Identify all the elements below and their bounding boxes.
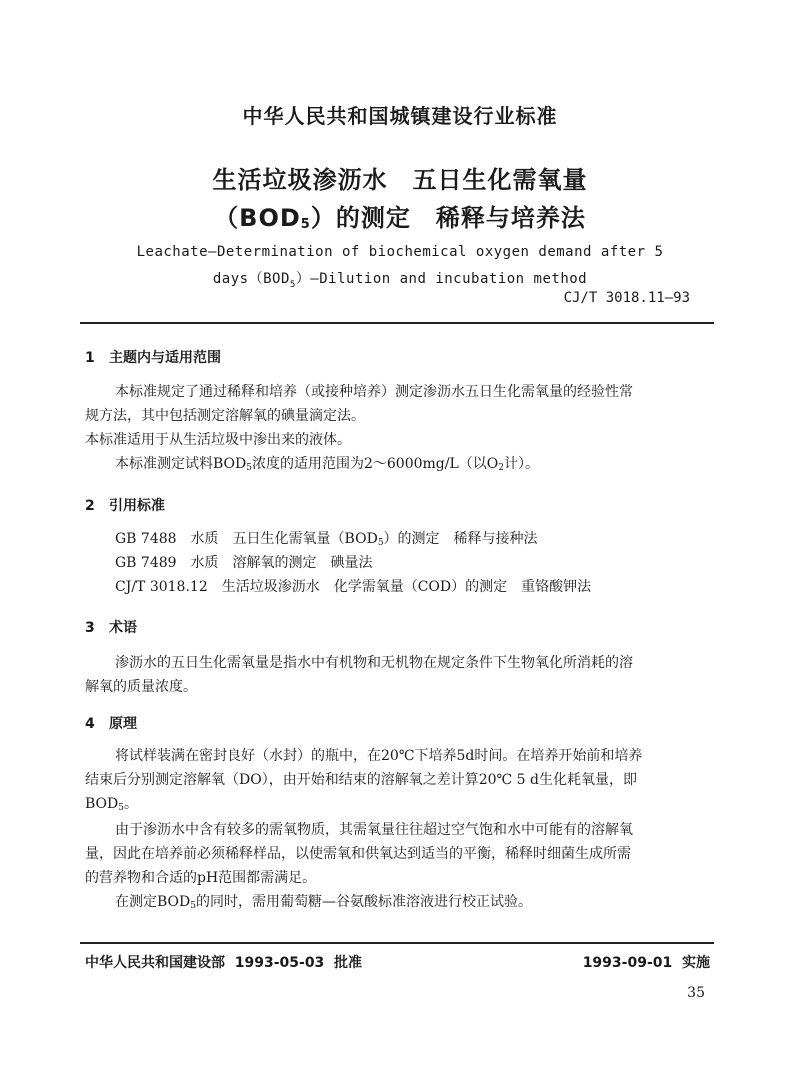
issuing-body: 中华人民共和国城镇建设行业标准 [242,104,558,128]
section-4-para1-line3: $BOD_5$。 [85,796,138,813]
reference-gb7488: GB 7488 水质 五日生化需氧量$(BOD_5)$的测定 稀释与接种法 [115,531,538,548]
section-3-para-line2: 解氧的质量浓度。 [85,679,197,695]
section-4-para2-line2: 量，因此在培养前必须稀释样品，以使需氧和供氧达到适当的平衡，稀释时细菌生成所需 [85,846,631,862]
section-1-para1-line1: 本标准规定了通过稀释和培养（或接种培养）测定渗沥水五日生化需氧量的经验性常 [115,384,633,400]
section-2-heading: 2 引用标准 [85,498,165,514]
title-cn-line2: $(BOD_5)$的测定 稀释与培养法 [214,204,586,232]
section-4-para1-line1: 将试样装满在密封良好（水封）的瓶中，在20℃下培养5d时间。在培养开始前和培养 [115,748,643,764]
section-3-para-line1: 渗沥水的五日生化需氧量是指水中有机物和无机物在规定条件下生物氧化所消耗的溶 [115,655,633,671]
reference-gb7489: GB 7489 水质 溶解氧的测定 碘量法 [115,555,373,571]
title-en-line1: Leachate—Determination of biochemical oxygen demand after 5 [136,244,664,260]
header-divider [80,322,714,324]
section-4-para2-line1: 由于渗沥水中含有较多的需氧物质，其需氧量往往超过空气饱和水中可能有的溶解氧 [115,822,633,838]
implementation-date: 1993-09-01 实施 [582,955,710,971]
section-4-para2-line3: 的营养物和合适的pH范围都需满足。 [85,870,317,886]
section-3-heading: 3 术语 [85,620,137,636]
approval-info: 中华人民共和国建设部 1993-05-03 批准 [85,955,363,971]
section-1-para3: 本标准测定试料$BOD_5$浓度的适用范围为2～6000mg/L（以$O_2$计）。 [115,456,539,473]
footer-divider [80,942,714,944]
reference-cjt3018-12: CJ/T 3018.12 生活垃圾渗沥水 化学需氧量（COD）的测定 重铬酸钾法 [115,579,592,595]
section-1-para1-line2: 规方法，其中包括测定溶解氧的碘量滴定法。 [85,408,365,424]
section-1-para2: 本标准适用于从生活垃圾中渗出来的液体。 [85,432,351,448]
section-1-heading: 1 主题内与适用范围 [85,350,221,366]
title-en-line2: $days(BOD_5)—Dilution$ and incubation method [212,271,588,290]
page-number: 35 [687,985,705,1001]
section-4-para3: 在测定$BOD_5$的同时，需用葡萄糖—谷氨酸标准溶液进行校正试验。 [115,894,532,911]
section-4-para1-line2: 结束后分别测定溶解氧（DO），由开始和结束的溶解氧之差计算20℃ 5 d生化耗氧量，即 [85,772,637,788]
section-4-heading: 4 原理 [85,716,137,732]
title-cn-line1: 生活垃圾渗沥水 五日生化需氧量 [212,166,588,194]
standard-code: CJ/T 3018.11—93 [563,290,690,306]
